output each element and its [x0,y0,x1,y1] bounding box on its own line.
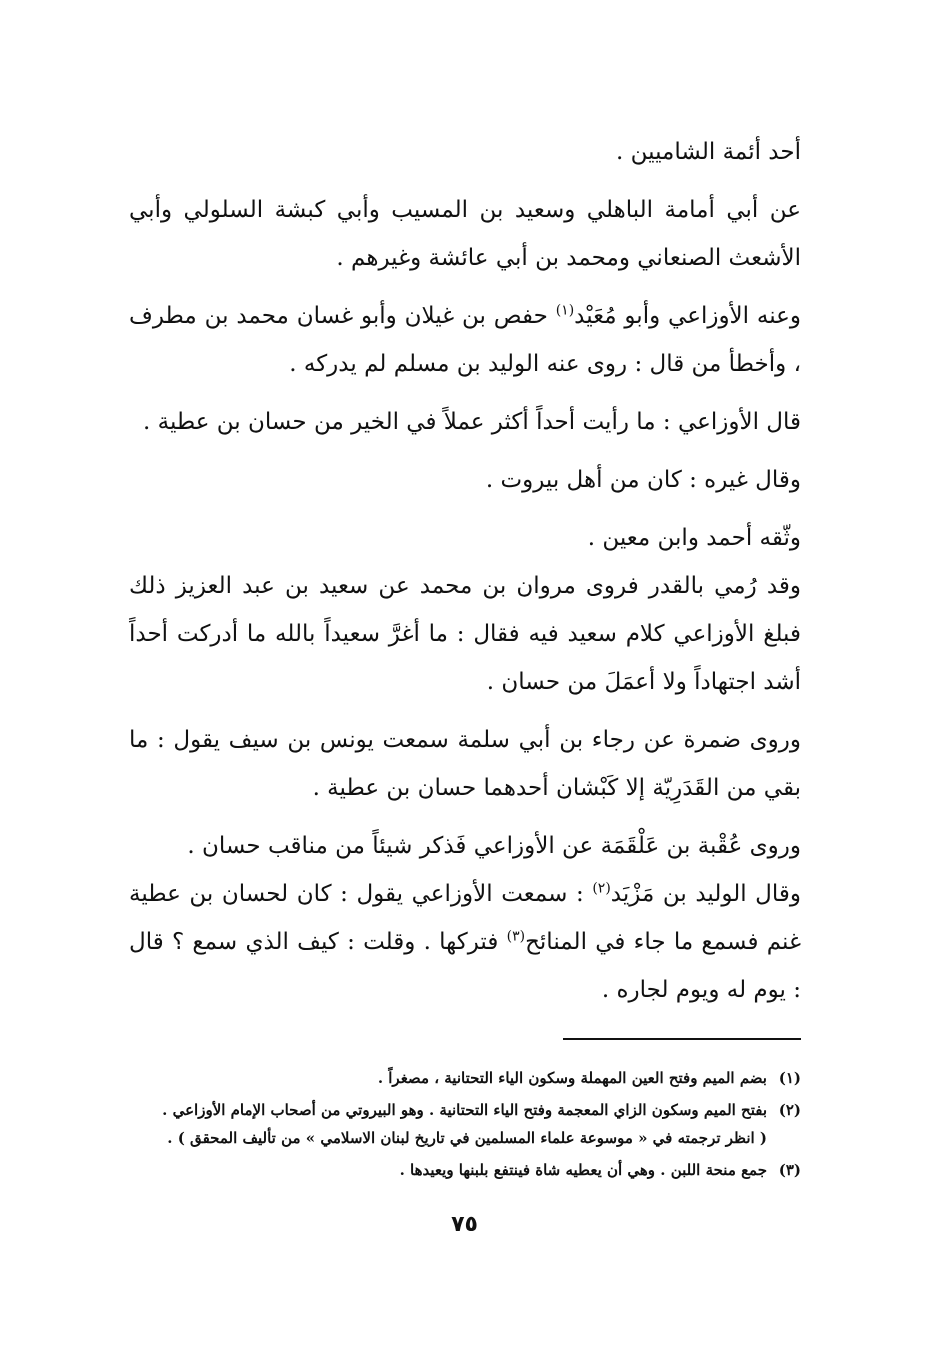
footnotes [111,1064,801,1188]
footnote-number: (١) [778,1069,801,1087]
footnote-number: (٣) [778,1161,801,1179]
paragraph-10 [129,870,801,1014]
paragraph-1: أحد أئمة الشاميين . [616,139,801,165]
footnote-divider [563,1038,801,1040]
footnote-text-line: بفتح الميم وسكون الزاي المعجمة وفتح الياء التحتانية . وهو البيروتي من أصحاب الإمام الأوزاعي . [162,1101,767,1119]
paragraph-7: وقد رُمي بالقدر فروى مروان بن محمد عن سعيد بن عبد العزيز ذلك فبلغ الأوزاعي كلام سعيد فيه فقال : ما أغرَّ سعيداً بالله ما أدركت أحداً أشد اجتهاداً ولا أعمَلَ من حسان . [129,573,801,695]
footnote-ref-1[interactable]: (١) [555,302,575,319]
paragraph-2: عن أبي أمامة الباهلي وسعيد بن المسيب وأبي كبشة السلولي وأبي الأشعث الصنعاني ومحمد بن أبي عائشة وغيرهم . [129,197,801,271]
footnote-number: (٢) [778,1101,801,1119]
footnote-ref-2[interactable]: (٢) [592,880,611,897]
paragraph-3-start: وعنه الأوزاعي وأبو مُعَيْد [574,303,802,329]
paragraph-9: وروى عُقْبة بن عَلْقَمَة عن الأوزاعي فَذكر شيئاً من مناقب حسان . [187,833,801,859]
paragraph-6: وثّقه أحمد وابن معين . [587,525,801,551]
footnote-text: جمع منحة اللبن . وهي أن يعطيه شاة فينتفع بلبنها ويعيدها . [399,1161,767,1179]
footnote-text-continuation: ( انظر ترجمته في « موسوعة علماء المسلمين في تاريخ لبنان الاسلامي » من تأليف المحقق ) . [167,1129,767,1147]
paragraph-5: وقال غيره : كان من أهل بيروت . [485,467,801,493]
paragraph-10-end: فتركها . وقلت : كيف الذي سمع ؟ قال : يوم له ويوم لجاره . [129,929,801,1003]
footnote-1 [111,1064,801,1092]
footnote-text [111,1096,767,1152]
paragraph-3 [129,292,801,388]
footnote-2 [111,1096,801,1152]
paragraph-8: وروى ضمرة عن رجاء بن أبي سلمة سمعت يونس بن سيف يقول : ما بقي من القَدَرِيّة إلا كَبْشان أحدهما حسان بن عطية . [129,727,801,801]
page-number: ٧٥ [451,1212,478,1237]
paragraph-4: قال الأوزاعي : ما رأيت أحداً أكثر عملاً في الخير من حسان بن عطية . [142,409,801,435]
footnote-text: بضم الميم وفتح العين المهملة وسكون الياء التحتانية ، مصغراً . [377,1069,767,1087]
paragraph-10-start: وقال الوليد بن مَزْيَد [610,881,801,907]
main-text [129,128,801,1024]
paragraph-3-end: حفص بن غيلان وأبو غسان محمد بن مطرف ، وأخطأ من قال : روى عنه الوليد بن مسلم لم يدركه . [129,303,801,377]
footnote-3 [111,1156,801,1184]
paragraph-10-middle: : سمعت الأوزاعي يقول : كان لحسان بن عطية غنم فسمع ما جاء في المنائح [129,881,801,955]
footnote-ref-3[interactable]: (٣) [506,928,526,945]
